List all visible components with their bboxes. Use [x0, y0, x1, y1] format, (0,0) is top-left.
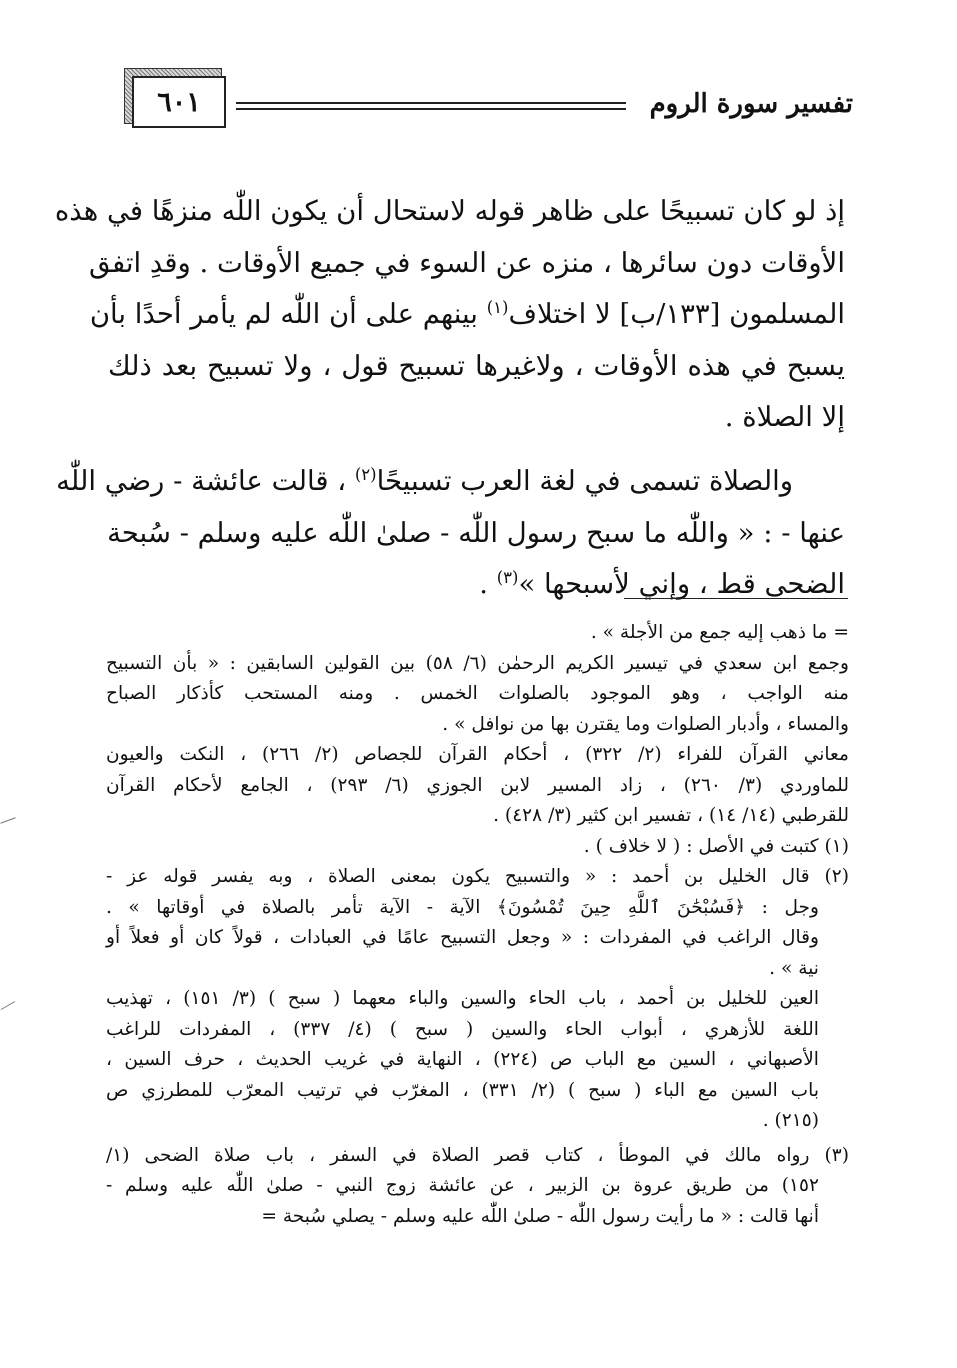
text-line: إلا الصلاة .	[724, 401, 845, 433]
text-segment: .	[479, 568, 488, 600]
footnote-separator	[624, 598, 848, 599]
page-number: ٦٠١	[132, 76, 226, 128]
header-rule-top	[236, 102, 626, 104]
footnote-2: (٢) قال الخليل بن أحمد : « والتسبيح يكون بمعنى الصلاة ، وبه يفسر قوله عز -	[106, 866, 849, 887]
footnote-line: أنها قالت : « ما رأيت رسول اللّٰه - صلىٰ اللّٰه عليه وسلم - يصلي سُبحة =	[261, 1205, 819, 1227]
text-line: إذ لو كان تسبيحًا على ظاهر قوله لاستحال أن يكون اللّٰه منزهًا في هذه	[54, 195, 845, 227]
running-title: تفسير سورة الروم	[649, 89, 853, 119]
text-line: الأوقات دون سائرها ، منزه عن السوء في جميع الأوقات . وقدِ اتفق	[89, 246, 845, 279]
page-number-box	[124, 68, 226, 128]
text-segment: الضحى قط ، وإني لأسبحها »	[518, 568, 845, 600]
text-segment: ، قالت عائشة - رضي اللّٰه	[56, 465, 347, 497]
footnote-line: منه الواجب ، وهو الموجود بالصلوات الخمس . ومنه المستحب كأذكار الصباح	[106, 683, 849, 704]
footnote-line: (٢١٥) .	[762, 1110, 819, 1131]
footnote-line: للماوردي (٣/ ٢٦٠) ، زاد المسير لابن الجوزي (٦/ ٢٩٣) ، الجامع لأحكام القرآن	[106, 774, 849, 796]
footnote-ref[interactable]: (٢)	[354, 464, 377, 484]
text-segment: المسلمون [١٣٣/ب] لا اختلاف	[508, 298, 845, 330]
main-paragraph-2	[56, 456, 845, 611]
footnote-ref[interactable]: (١)	[486, 297, 509, 317]
footnote-line: العين للخليل بن أحمد ، باب الحاء والسين والباء معهما ( سبح ) (٣/ ١٥١) ، تهذيب	[106, 988, 819, 1009]
text-line	[108, 559, 845, 611]
footnote-line: نية » .	[769, 957, 819, 979]
footnote-line: معاني القرآن للفراء (٢/ ٣٢٢) ، أحكام القرآن للجصاص (٢/ ٢٦٦) ، النكت والعيون	[106, 744, 849, 765]
footnote-line: باب السين مع الباء ( سبح ) (٢/ ٣٣١) ، المغرّب في ترتيب المعرّب للمطرزي ص	[106, 1079, 819, 1101]
scan-edge-mark	[1, 1001, 15, 1010]
footnote-1: (١) كتبت في الأصل : ( لا خلاف ) .	[583, 835, 849, 857]
footnote-ref[interactable]: (٣)	[496, 567, 519, 587]
text-segment: بينهم على أن اللّٰه لم يأمر أحدًا بأن	[89, 298, 478, 330]
footnote-line: وجل : ﴿فَسُبْحَٰنَ ٱللَّهِ حِينَ تُمْسُونَ﴾ الآية - الآية تأمر بالصلاة في أوقاتها » .	[106, 896, 819, 918]
text-segment: والصلاة تسمى في لغة العرب تسبيحًا	[376, 465, 793, 497]
text-line	[89, 289, 845, 341]
footnote-line: والمساء ، وأدبار الصلوات وما يقترن بها من نوافل » .	[442, 713, 849, 735]
main-paragraph-1	[54, 186, 845, 444]
footnote-line: ١٥٢) من طريق عروة بن الزبير ، عن عائشة زوج النبي - صلىٰ اللّٰه عليه وسلم -	[106, 1175, 819, 1196]
footnote-line: الأصبهاني ، السين مع الباب ص (٢٢٤) ، النهاية في غريب الحديث ، حرف السين ،	[106, 1049, 819, 1070]
footnote-line: وقال الراغب في المفردات : « وجعل التسبيح عامًا في العبادات ، قولاً كان أو فعلاً أو	[106, 927, 819, 948]
footnote-3: (٣) رواه مالك في الموطأ ، كتاب قصر الصلاة في السفر ، باب صلاة الضحى (١/	[106, 1144, 849, 1166]
footnote-line: وجمع ابن سعدي في تيسير الكريم الرحمٰن (٦/ ٥٨) بين القولين السابقين : « بأن التسبيح	[106, 652, 849, 674]
footnote-line: = ما ذهب إليه جمع من الأجلة » .	[590, 622, 849, 643]
text-line: عنها - : « واللّٰه ما سبح رسول اللّٰه - صلىٰ اللّٰه عليه وسلم - سُبحة	[107, 516, 845, 549]
footnotes-block	[106, 618, 849, 1232]
header-rule-bottom	[236, 108, 626, 110]
footnote-line: اللغة للأزهري ، أبواب الحاء والسين ( سبح ) (٤/ ٣٣٧) ، المفردات للراغب	[106, 1018, 819, 1040]
scan-edge-mark	[0, 817, 15, 823]
footnote-line: للقرطبي (١٤/ ١٤) ، تفسير ابن كثير (٣/ ٤٢٨) .	[493, 805, 849, 826]
text-line	[56, 456, 845, 508]
text-line: يسبح في هذه الأوقات ، ولاغيرها تسبيح قول ، ولا تسبيح بعد ذلك	[108, 349, 845, 382]
